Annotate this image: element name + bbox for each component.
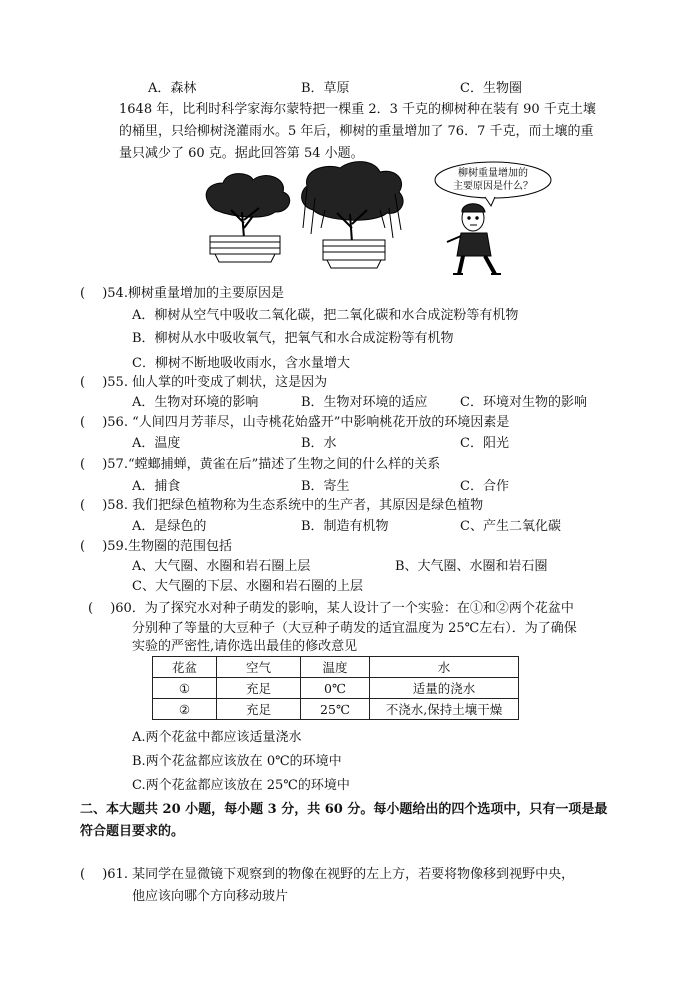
question-56-option-c: C．阳光 [460, 436, 509, 451]
bubble-text-line-2: 主要原因是什么？ [453, 181, 533, 192]
question-59-option-c: C、大气圈的下层、水圈和岩石圈的上层 [132, 579, 363, 594]
table-cell: 充足 [217, 699, 301, 720]
table-cell: 25℃ [301, 699, 370, 720]
question-54-option-c: C．柳树不断地吸收雨水，含水量增大 [132, 356, 350, 371]
option-forest: A．森林 [148, 81, 197, 96]
question-59-option-b: B、大气圈、水圈和岩石圈 [395, 559, 548, 574]
question-60-option-c: C.两个花盆都应该放在 25℃的环境中 [132, 778, 350, 793]
willow-experiment-illustration [195, 158, 575, 276]
table-header-cell: 花盆 [153, 657, 217, 678]
question-60-option-b: B.两个花盆都应该放在 0℃的环境中 [132, 754, 342, 769]
question-60-option-a: A.两个花盆中都应该适量浇水 [132, 730, 302, 745]
question-54-option-b: B．柳树从水中吸收氧气，把氧气和水合成淀粉等有机物 [132, 331, 454, 346]
option-biosphere: C．生物圈 [460, 81, 522, 96]
question-54-option-a: A．柳树从空气中吸收二氧化碳，把二氧化碳和水合成淀粉等有机物 [132, 308, 519, 323]
question-61-stem-line-2: 他应该向哪个方向移动玻片 [132, 889, 289, 904]
table-row [153, 699, 519, 720]
table-cell: ② [153, 699, 217, 720]
option-grassland: B．草原 [301, 81, 350, 96]
table-header-cell: 水 [370, 657, 519, 678]
question-59-option-a: A、大气圈、水圈和岩石圈上层 [132, 559, 311, 574]
small-willow-tree-icon [206, 174, 290, 262]
question-59-stem: ( )59.生物圈的范围包括 [80, 539, 232, 554]
question-57-option-c: C．合作 [460, 479, 509, 494]
question-54-stem: ( )54.柳树重量增加的主要原因是 [80, 286, 284, 301]
table-header-cell: 空气 [217, 657, 301, 678]
question-55-option-a: A．生物对环境的影响 [132, 395, 259, 410]
question-57-option-b: B．寄生 [301, 479, 350, 494]
question-55-stem: ( )55. 仙人掌的叶变成了刺状，这是因为 [80, 375, 328, 390]
bubble-text-line-1: 柳树重量增加的 [458, 168, 528, 179]
question-58-option-c: C、产生二氧化碳 [460, 519, 561, 534]
question-57-option-a: A．捕食 [132, 479, 181, 494]
question-56-option-a: A．温度 [132, 436, 181, 451]
section-2-heading-line-1: 二、本大题共 20 小题，每小题 3 分，共 60 分。每小题给出的四个选项中，只有一项是最 [80, 802, 608, 817]
large-willow-tree-icon [302, 162, 403, 268]
table-header-row [153, 657, 519, 678]
question-61-stem-line-1: ( )61. 某同学在显微镜下观察到的物像在视野的左上方，若要将物像移到视野中央， [80, 867, 575, 882]
table-cell: 适量的浇水 [370, 678, 519, 699]
question-58-stem: ( )58. 我们把绿色植物称为生态系统中的生产者，其原因是绿色植物 [80, 498, 484, 513]
table-cell: 充足 [217, 678, 301, 699]
passage-line-1: 1648 年，比利时科学家海尔蒙特把一棵重 2．3 千克的柳树种在装有 90 千克土壤 [119, 102, 596, 117]
question-56-stem: ( )56. “人间四月芳菲尽，山寺桃花始盛开”中影响桃花开放的环境因素是 [80, 415, 510, 430]
table-cell: ① [153, 678, 217, 699]
thinking-person-icon [447, 204, 501, 274]
question-60-stem-line-2: 分别种了等量的大豆种子（大豆种子萌发的适宜温度为 25℃左右）．为了确保 [132, 621, 577, 636]
question-60-stem-line-1: ( )60．为了探究水对种子萌发的影响，某人设计了一个实验：在①和②两个花盆中 [88, 601, 574, 616]
experiment-table [152, 656, 519, 720]
question-58-option-a: A．是绿色的 [132, 519, 207, 534]
passage-line-3: 量只减少了 60 克。据此回答第 54 小题。 [119, 146, 364, 161]
passage-line-2: 的桶里，只给柳树浇灌雨水。5 年后，柳树的重量增加了 76．7 千克，而土壤的重 [119, 124, 594, 139]
question-57-stem: ( )57.“螳螂捕蝉，黄雀在后”描述了生物之间的什么样的关系 [80, 457, 441, 472]
question-55-option-c: C．环境对生物的影响 [460, 395, 587, 410]
table-header-cell: 温度 [301, 657, 370, 678]
question-55-option-b: B．生物对环境的适应 [301, 395, 428, 410]
question-60-stem-line-3: 实验的严密性,请你选出最佳的修改意见 [132, 639, 358, 654]
table-cell: 0℃ [301, 678, 370, 699]
question-56-option-b: B．水 [301, 436, 337, 451]
table-cell: 不浇水,保持土壤干燥 [370, 699, 519, 720]
table-row [153, 678, 519, 699]
section-2-heading-line-2: 符合题目要求的。 [80, 824, 185, 839]
question-58-option-b: B．制造有机物 [301, 519, 389, 534]
